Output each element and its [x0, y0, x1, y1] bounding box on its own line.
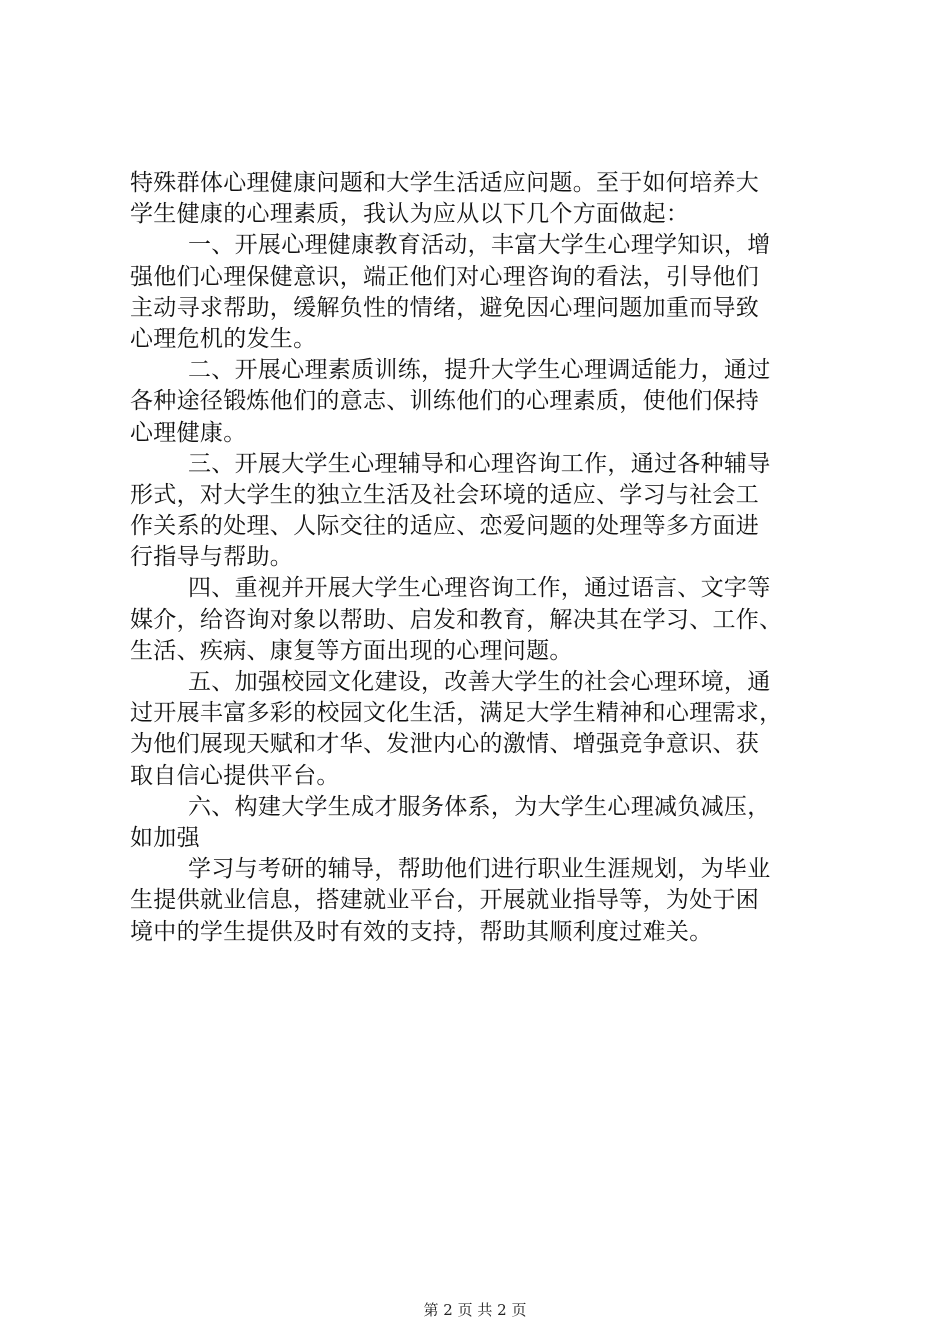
text-line: 强他们心理保健意识，端正他们对心理咨询的看法，引导他们 [130, 263, 760, 290]
text-line: 媒介，给咨询对象以帮助、启发和教育，解决其在学习、工作、 [130, 606, 783, 633]
text-line: 生提供就业信息，搭建就业平台，开展就业指导等，为处于困 [130, 887, 760, 914]
text-line: 如加强 [130, 824, 200, 851]
document-body [130, 168, 830, 948]
text-line: 一、开展心理健康教育活动，丰富大学生心理学知识，增 [188, 232, 771, 259]
text-line: 三、开展大学生心理辅导和心理咨询工作，通过各种辅导 [188, 450, 771, 477]
text-line: 取自信心提供平台。 [130, 762, 340, 789]
text-line: 五、加强校园文化建设，改善大学生的社会心理环境，通 [188, 669, 771, 695]
page-number-footer: 第 2 页 共 2 页 [423, 1301, 527, 1319]
text-line: 特殊群体心理健康问题和大学生活适应问题。至于如何培养大 [130, 170, 760, 196]
text-line: 生活、疾病、康复等方面出现的心理问题。 [130, 637, 573, 664]
text-line: 过开展丰富多彩的校园文化生活，满足大学生精神和心理需求， [130, 700, 783, 727]
text-line: 主动寻求帮助，缓解负性的情绪，避免因心理问题加重而导致 [130, 294, 760, 321]
text-line: 心理健康。 [130, 419, 247, 446]
text-line: 作关系的处理、人际交往的适应、恋爱问题的处理等多方面进 [130, 513, 760, 540]
text-line: 形式，对大学生的独立生活及社会环境的适应、学习与社会工 [130, 481, 760, 508]
text-line: 各种途径锻炼他们的意志、训练他们的心理素质，使他们保持 [130, 388, 760, 415]
text-line: 境中的学生提供及时有效的支持，帮助其顺利度过难关。 [130, 918, 713, 945]
text-line: 学习与考研的辅导，帮助他们进行职业生涯规划，为毕业 [188, 856, 771, 883]
text-line: 二、开展心理素质训练，提升大学生心理调适能力，通过 [188, 357, 771, 384]
text-line: 为他们展现天赋和才华、发泄内心的激情、增强竞争意识、获 [130, 731, 760, 758]
text-line: 六、构建大学生成才服务体系，为大学生心理减负减压， [188, 793, 771, 820]
text-line: 行指导与帮助。 [130, 544, 294, 571]
text-line: 心理危机的发生。 [130, 325, 317, 352]
text-line: 四、重视并开展大学生心理咨询工作，通过语言、文字等 [188, 575, 771, 602]
text-line: 学生健康的心理素质，我认为应从以下几个方面做起： [130, 201, 690, 228]
